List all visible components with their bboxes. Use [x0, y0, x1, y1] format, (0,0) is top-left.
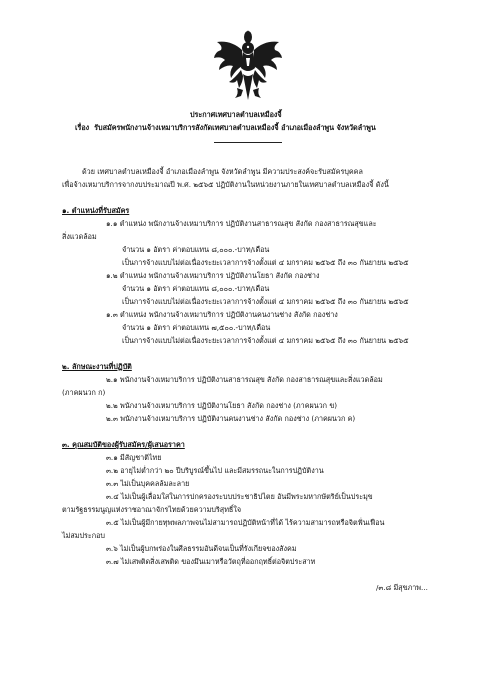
qualification-3-4-cont: ตามรัฐธรรมนูญแห่งราชอาณาจักรไทยด้วยความบริสุทธิ์ใจ — [62, 505, 242, 514]
position-2-count: จำนวน ๑ อัตรา ค่าตอบแทน ๘,๐๐๐.-บาท/เดือน — [122, 284, 270, 293]
subject-label: เรื่อง — [75, 123, 90, 132]
announcement-title: ประกาศเทศบาลตำบลเหมืองจี้ — [190, 110, 282, 119]
position-3-term: เป็นการจ้างแบบไม่ต่อเนื่องระยะเวลาการจ้างตั้งแต่ ๔ มกราคม ๒๕๖๕ ถึง ๓๐ กันยายน ๒๕๖๕ — [122, 336, 409, 345]
position-1-term: เป็นการจ้างแบบไม่ต่อเนื่องระยะเวลาการจ้างตั้งแต่ ๔ มกราคม ๒๕๖๕ ถึง ๓๐ กันยายน ๒๕๖๕ — [122, 258, 409, 267]
position-2-title: ๑.๒ ตำแหน่ง พนักงานจ้างเหมาบริการ ปฏิบัติงานโยธา สังกัด กองช่าง — [106, 271, 320, 280]
qualification-3-5: ๓.๕ ไม่เป็นผู้มีกายทุพพลภาพจนไม่สามารถปฏิบัติหน้าที่ได้ ไร้ความสามารถหรือจิตฟั่นเฟือน — [106, 518, 385, 527]
page-continuation: /๓.๘ มีสุขภาพ... — [376, 583, 428, 592]
section-3-heading: ๓. คุณสมบัติของผู้รับสมัคร/ผู้เสนอราคา — [62, 440, 185, 449]
qualification-3-2: ๓.๒ อายุไม่ต่ำกว่า ๒๐ ปีบริบูรณ์ขึ้นไป และมีสมรรถนะในการปฏิบัติงาน — [106, 466, 324, 475]
qualification-3-6: ๓.๖ ไม่เป็นผู้บกพร่องในศีลธรรมอันดีจนเป็นที่รังเกียจของสังคม — [106, 544, 297, 553]
section-1-heading: ๑. ตำแหน่งที่รับสมัคร — [62, 206, 130, 215]
position-1-title: ๑.๑ ตำแหน่ง พนักงานจ้างเหมาบริการ ปฏิบัติงานสาธารณสุข สังกัด กองสาธารณสุขและ — [106, 219, 377, 228]
duty-2-1: ๒.๑ พนักงานจ้างเหมาบริการ ปฏิบัติงานสาธารณสุข สังกัด กองสาธารณสุขและสิ่งแวดล้อม — [106, 375, 383, 384]
position-1-count: จำนวน ๑ อัตรา ค่าตอบแทน ๘,๐๐๐.-บาท/เดือน — [122, 245, 270, 254]
position-1-title-cont: สิ่งแวดล้อม — [62, 232, 97, 241]
title-divider — [214, 142, 282, 143]
position-3-count: จำนวน ๑ อัตรา ค่าตอบแทน ๗,๕๐๐.-บาท/เดือน — [122, 323, 271, 332]
intro-line-1: ด้วย เทศบาลตำบลเหมืองจี้ อำเภอเมืองลำพูน จังหวัดลำพูน มีความประสงค์จะรับสมัครบุคคล — [82, 167, 363, 176]
duty-2-1-cont: (ภาคผนวก ก) — [62, 388, 106, 397]
qualification-3-7: ๓.๗ ไม่เสพติดสิ่งเสพติด ของมึนเมาหรือวัตถุที่ออกฤทธิ์ต่อจิตประสาท — [106, 557, 316, 566]
qualification-3-3: ๓.๓ ไม่เป็นบุคคลล้มละลาย — [106, 479, 190, 488]
qualification-3-1: ๓.๑ มีสัญชาติไทย — [106, 453, 162, 462]
subject-line — [75, 123, 376, 132]
position-2-term: เป็นการจ้างแบบไม่ต่อเนื่องระยะเวลาการจ้างตั้งแต่ ๔ มกราคม ๒๕๖๕ ถึง ๓๐ กันยายน ๒๕๖๕ — [122, 297, 409, 306]
duty-2-2: ๒.๒ พนักงานจ้างเหมาบริการ ปฏิบัติงานโยธา สังกัด กองช่าง (ภาคผนวก ข) — [106, 401, 338, 410]
section-2-heading: ๒. ลักษณะงานที่ปฏิบัติ — [62, 362, 132, 371]
qualification-3-5-cont: ไม่สมประกอบ — [62, 531, 105, 540]
qualification-3-4: ๓.๔ ไม่เป็นผู้เลื่อมใสในการปกครองระบบประชาธิปไตย อันมีพระมหากษัตริย์เป็นประมุข — [106, 492, 373, 501]
position-3-title: ๑.๓ ตำแหน่ง พนักงานจ้างเหมาบริการ ปฏิบัติงานคนงานช่าง สังกัด กองช่าง — [106, 310, 338, 319]
subject-text: รับสมัครพนักงานจ้างเหมาบริการสังกัดเทศบาลตำบลเหมืองจี้ อำเภอเมืองลำพูน จังหวัดลำพูน — [94, 123, 376, 132]
intro-line-2: เพื่อจ้างเหมาบริการจากงบประมาณปี พ.ศ. ๒๕๖๕ ปฏิบัติงานในหน่วยงานภายในเทศบาลตำบลเหมืองจี้ ดังนี้ — [62, 180, 389, 189]
duty-2-3: ๒.๓ พนักงานจ้างเหมาบริการ ปฏิบัติงานคนงานช่าง สังกัด กองช่าง (ภาคผนวก ค) — [106, 414, 356, 423]
garuda-emblem-icon — [213, 28, 283, 102]
